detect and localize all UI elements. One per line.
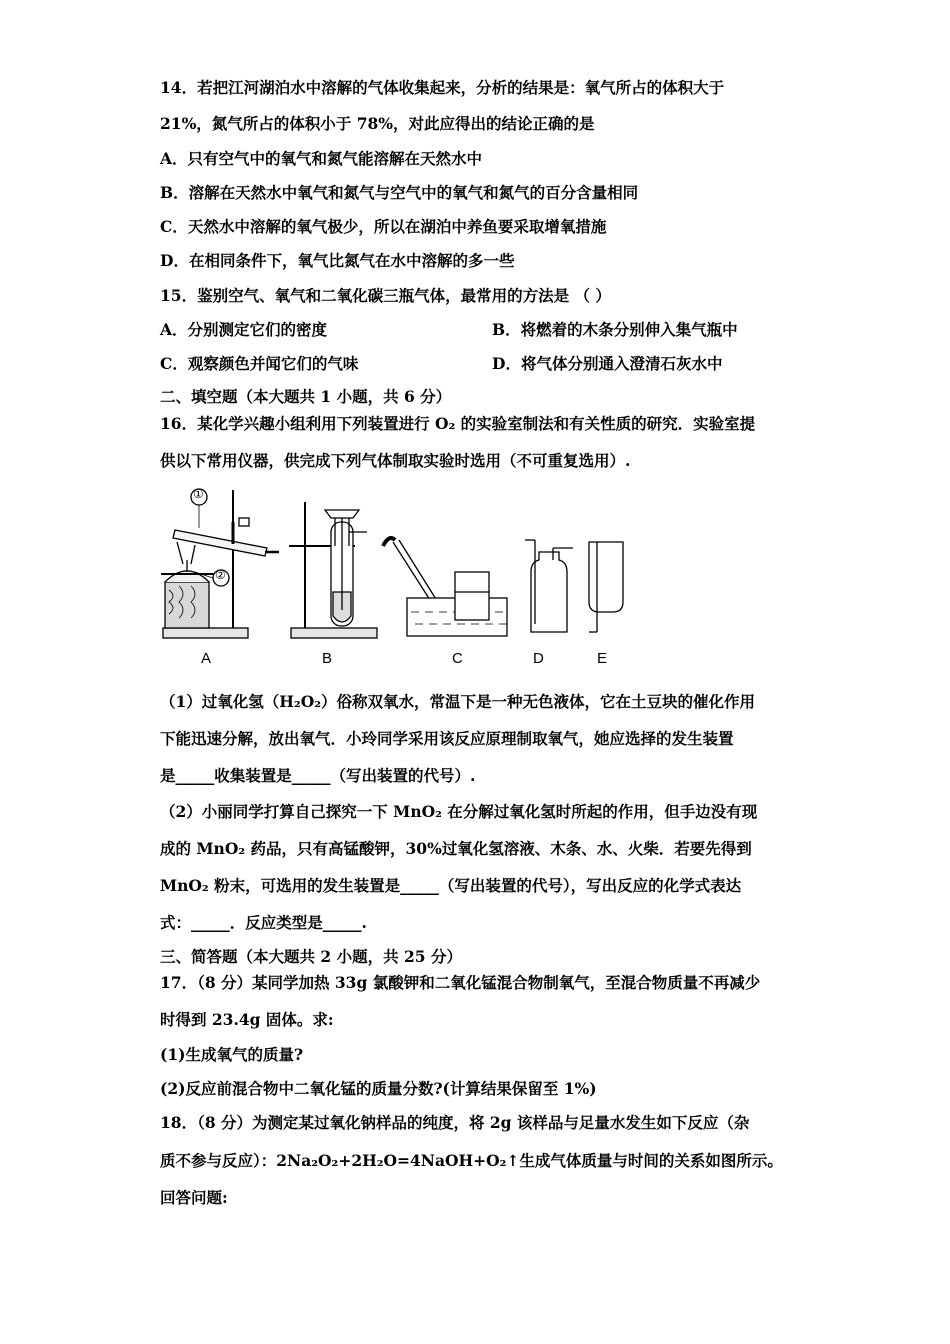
q14-stem-line2: 21%，氮气所占的体积小于 78%，对此应得出的结论正确的是 (160, 114, 595, 133)
apparatus-d (525, 540, 573, 632)
apparatus-label-d: D (533, 650, 544, 667)
apparatus-label-e: E (597, 650, 608, 667)
q14-option-b: B．溶解在天然水中氧气和氮气与空气中的氧气和氮气的百分含量相同 (160, 183, 639, 202)
q14-stem-line1: 14．若把江河湖泊水中溶解的气体收集起来，分析的结果是：氧气所占的体积大于 (160, 78, 725, 97)
q17-stem-line2: 时得到 23.4g 固体。求: (160, 1010, 334, 1029)
marker-1: ① (193, 487, 204, 501)
q17-sub1: (1)生成氧气的质量? (160, 1045, 304, 1064)
marker-2: ② (215, 568, 226, 582)
section-3-heading: 三、简答题（本大题共 2 小题，共 25 分） (160, 947, 462, 966)
q16-part2-line2: 成的 MnO₂ 药品，只有高锰酸钾，30%过氧化氢溶液、木条、水、火柴．若要先得到 (160, 839, 752, 858)
q14-option-a: A．只有空气中的氧气和氮气能溶解在天然水中 (160, 149, 483, 168)
q18-stem-line3: 回答问题: (160, 1188, 228, 1207)
q14-option-d: D．在相同条件下，氧气比氮气在水中溶解的多一些 (160, 251, 515, 270)
q14-option-c: C．天然水中溶解的氧气极少，所以在湖泊中养鱼要采取增氧措施 (160, 217, 607, 236)
q16-part1-line2: 下能迅速分解，放出氧气．小玲同学采用该反应原理制取氧气，她应选择的发生装置 (160, 729, 734, 748)
q16-part2-line1: （2）小丽同学打算自己探究一下 MnO₂ 在分解过氧化氢时所起的作用，但手边没有现 (160, 802, 758, 821)
q16-part2-line4: 式：_____．反应类型是_____. (160, 913, 367, 932)
apparatus-a (161, 489, 279, 638)
apparatus-e (589, 542, 623, 632)
apparatus-label-a: A (201, 650, 212, 667)
section-2-heading: 二、填空题（本大题共 1 小题，共 6 分） (160, 387, 452, 406)
q15-stem: 15．鉴别空气、氧气和二氧化碳三瓶气体，最常用的方法是 （ ） (160, 286, 611, 305)
q16-stem-line1: 16．某化学兴趣小组利用下列装置进行 O₂ 的实验室制法和有关性质的研究．实验室提 (160, 414, 756, 433)
apparatus-label-c: C (452, 650, 463, 667)
q16-part1-line1: （1）过氧化氢（H₂O₂）俗称双氧水，常温下是一种无色液体，它在土豆块的催化作用 (160, 692, 756, 711)
q18-stem-line2: 质不参与反应）：2Na₂O₂+2H₂O=4NaOH+O₂↑生成气体质量与时间的关系如图所示。 (160, 1151, 783, 1170)
q15-option-a: A．分别测定它们的密度 (160, 320, 328, 339)
apparatus-figure (155, 482, 645, 672)
q16-stem-line2: 供以下常用仪器，供完成下列气体制取实验时选用（不可重复选用）. (160, 451, 631, 470)
q16-part2-line3: MnO₂ 粉末，可选用的发生装置是_____（写出装置的代号），写出反应的化学式表达 (160, 876, 742, 895)
apparatus-b (289, 502, 377, 638)
q15-option-d: D．将气体分别通入澄清石灰水中 (492, 354, 723, 373)
q15-option-b: B．将燃着的木条分别伸入集气瓶中 (492, 320, 738, 339)
q16-part1-line3: 是_____收集装置是_____（写出装置的代号）. (160, 766, 476, 785)
q15-option-c: C．观察颜色并闻它们的气味 (160, 354, 359, 373)
apparatus-label-b: B (322, 650, 333, 667)
q17-sub2: (2)反应前混合物中二氧化锰的质量分数?(计算结果保留至 1%) (160, 1079, 597, 1098)
q17-stem-line1: 17．（8 分）某同学加热 33g 氯酸钾和二氧化锰混合物制氧气，至混合物质量不再减少 (160, 973, 761, 992)
q18-stem-line1: 18．（8 分）为测定某过氧化钠样品的纯度，将 2g 该样品与足量水发生如下反应（杂 (160, 1113, 750, 1132)
apparatus-c (383, 538, 507, 636)
